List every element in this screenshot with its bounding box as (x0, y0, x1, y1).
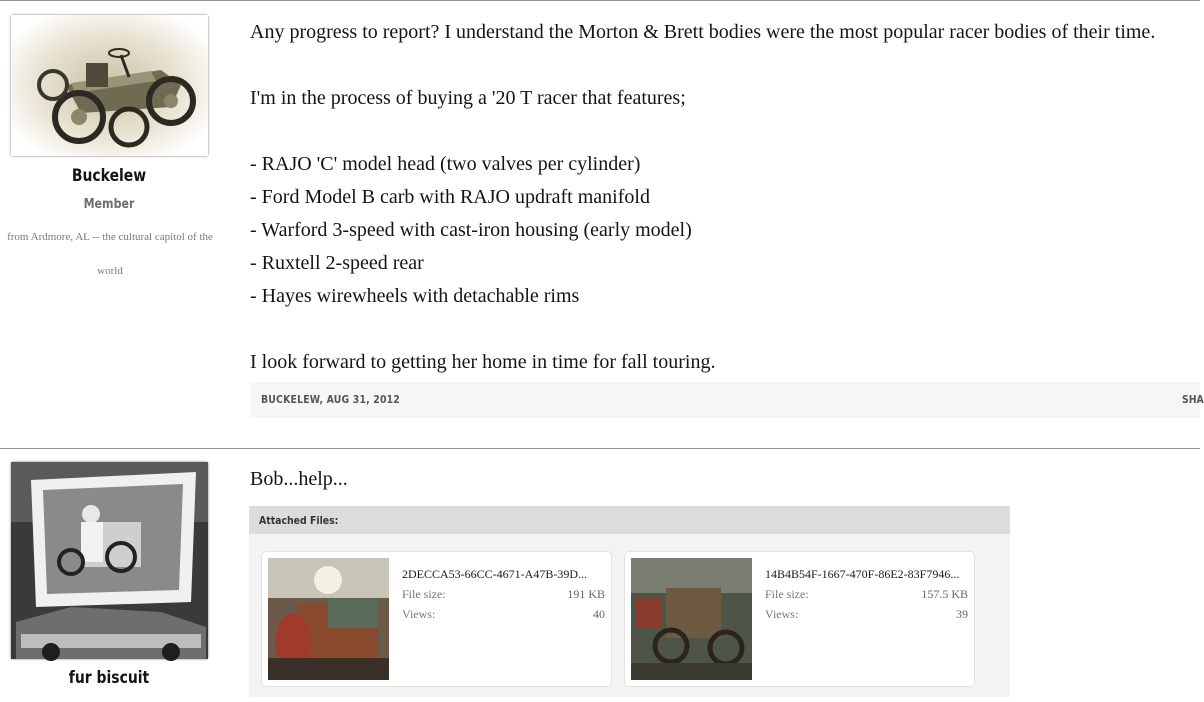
message-meta (250, 382, 1204, 418)
message-line: - RAJO 'C' model head (two valves per cylinder) (250, 153, 641, 175)
attached-files (249, 506, 1010, 697)
message-line: - Ford Model B carb with RAJO updraft manifold (250, 186, 650, 208)
message-line: I'm in the process of buying a '20 T racer that features; (250, 87, 686, 109)
message-line: Any progress to report? I understand the Morton & Brett bodies were the most popular racer bodies of their time. (250, 21, 1156, 43)
post-author-date[interactable]: BUCKELEW, AUG 31, 2012 (261, 393, 400, 406)
file-size-label: File size: (402, 587, 446, 601)
username[interactable]: Buckelew (71, 166, 147, 186)
user-location: from Ardmore, AL -- the cultural capitol of the world (7, 231, 213, 277)
vintage-car-avatar-icon (11, 15, 208, 156)
attached-files-header: Attached Files: (249, 506, 1010, 534)
views-label: Views: (765, 607, 799, 621)
message-content (250, 16, 1200, 379)
message-line: - Warford 3-speed with cast-iron housing (early model) (250, 219, 692, 241)
attachment-filename[interactable]: 2DECCA53-66CC-4671-A47B-39D... (402, 567, 587, 581)
message-line: I look forward to getting her home in time for fall touring. (250, 351, 716, 373)
photo-thumbnail-icon (268, 558, 389, 680)
attachment-item[interactable] (261, 551, 612, 687)
attachment-info (765, 564, 968, 624)
share-link[interactable]: SHA (1182, 393, 1204, 406)
message-line: - Ruxtell 2-speed rear (250, 252, 424, 274)
views-value: 39 (956, 607, 968, 621)
attachment-thumbnail[interactable] (631, 558, 752, 680)
message-line: Bob...help... (250, 468, 348, 490)
attachment-filename[interactable]: 14B4B54F-1667-470F-86E2-83F7946... (765, 567, 960, 581)
vintage-photo-avatar-icon (11, 462, 208, 659)
views-label: Views: (402, 607, 436, 621)
avatar[interactable] (10, 14, 209, 157)
attachment-info (402, 564, 605, 624)
views-value: 40 (593, 607, 605, 621)
message-line: - Hayes wirewheels with detachable rims (250, 285, 580, 307)
attachment-thumbnail[interactable] (268, 558, 389, 680)
message-content (250, 463, 1200, 496)
attachment-item[interactable] (624, 551, 975, 687)
user-title: Member (83, 197, 135, 212)
file-size-label: File size: (765, 587, 809, 601)
avatar[interactable] (10, 461, 209, 660)
file-size-value: 191 KB (567, 587, 605, 601)
file-size-value: 157.5 KB (921, 587, 968, 601)
username[interactable]: fur biscuit (68, 668, 150, 688)
photo-thumbnail-icon (631, 558, 752, 680)
